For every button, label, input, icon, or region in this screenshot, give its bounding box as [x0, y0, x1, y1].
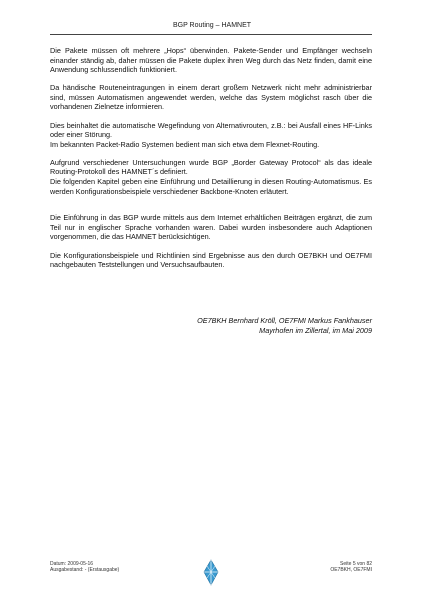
paragraph-automatismen: Da händische Routeneintragungen in einem derart großem Netzwerk nicht mehr administrierbar sind, müssen Automatismen angewendet werden, welche das System möglichst rasch über die vorhandenen Zielnetze informieren. [50, 83, 372, 112]
signature-authors: OE7BKH Bernhard Kröll, OE7FMI Markus Fankhauser [197, 316, 372, 325]
paragraph-wegefindung [50, 121, 372, 150]
footer-left [50, 561, 119, 574]
footer-edition: Ausgabestand: - (Erstausgabe) [50, 567, 120, 574]
signature-block [50, 316, 372, 336]
footer-right [330, 561, 372, 574]
footer-page-number: Seite 5 von 82 [340, 561, 372, 567]
diamond-logo-icon [203, 559, 219, 586]
paragraph-konfiguration: Die Konfigurationsbeispiele und Richtlinien sind Ergebnisse aus den durch OE7BKH und OE7FMI nachgebauten Teststellungen und Versuchsaufbauten. [50, 250, 372, 270]
signature-place-date: Mayrhofen im Zillertal, im Mai 2009 [259, 325, 372, 335]
paragraph-hops: Die Pakete müssen oft mehrere „Hops“ überwinden. Pakete-Sender und Empfänger wechseln einander ständig ab, daher müssen die Pakete duplex ihren Weg durch das Netz finden, damit eine Anwendung schlussendlich funktioniert. [50, 46, 372, 75]
footer-date: Datum: 2009-05-16 [50, 561, 94, 567]
paragraph-wegefindung-line1: Dies beinhaltet die automatische Wegefindung von Alternativrouten, z.B.: bei Ausfall eines HF-Links oder einer Störung. [50, 120, 372, 140]
paragraph-bgp [50, 158, 372, 196]
paragraph-wegefindung-line2: Im bekannten Packet-Radio Systemen bedient man sich etwa dem Flexnet-Routing. [50, 139, 320, 149]
page-header: BGP Routing – HAMNET [172, 22, 252, 29]
document-body [50, 46, 372, 278]
footer-callsigns: OE7BKH, OE7FMI [330, 567, 372, 574]
header-divider [50, 34, 372, 35]
paragraph-bgp-line1: Aufgrund verschiedener Untersuchungen wurde BGP „Border Gateway Protocol“ als das ideale Routing-Protokoll des HAMNET´s definiert. [50, 157, 372, 177]
paragraph-bgp-line2: Die folgenden Kapitel geben eine Einführung und Detaillierung in diesen Routing-Automatismus. Es werden Konfigurationsbeispiele verschiedener Backbone-Knoten erläutert. [50, 177, 372, 196]
paragraph-einfuehrung: Die Einführung in das BGP wurde mittels aus dem Internet erhältlichen Beiträgen ergänzt, die zum Teil nur in englischer Sprache vorhanden waren. Dabei wurden insbesondere auch Adaptionen vorgenommen, die das HAMNET berücksichtigen. [50, 213, 372, 242]
page-footer [50, 561, 372, 585]
